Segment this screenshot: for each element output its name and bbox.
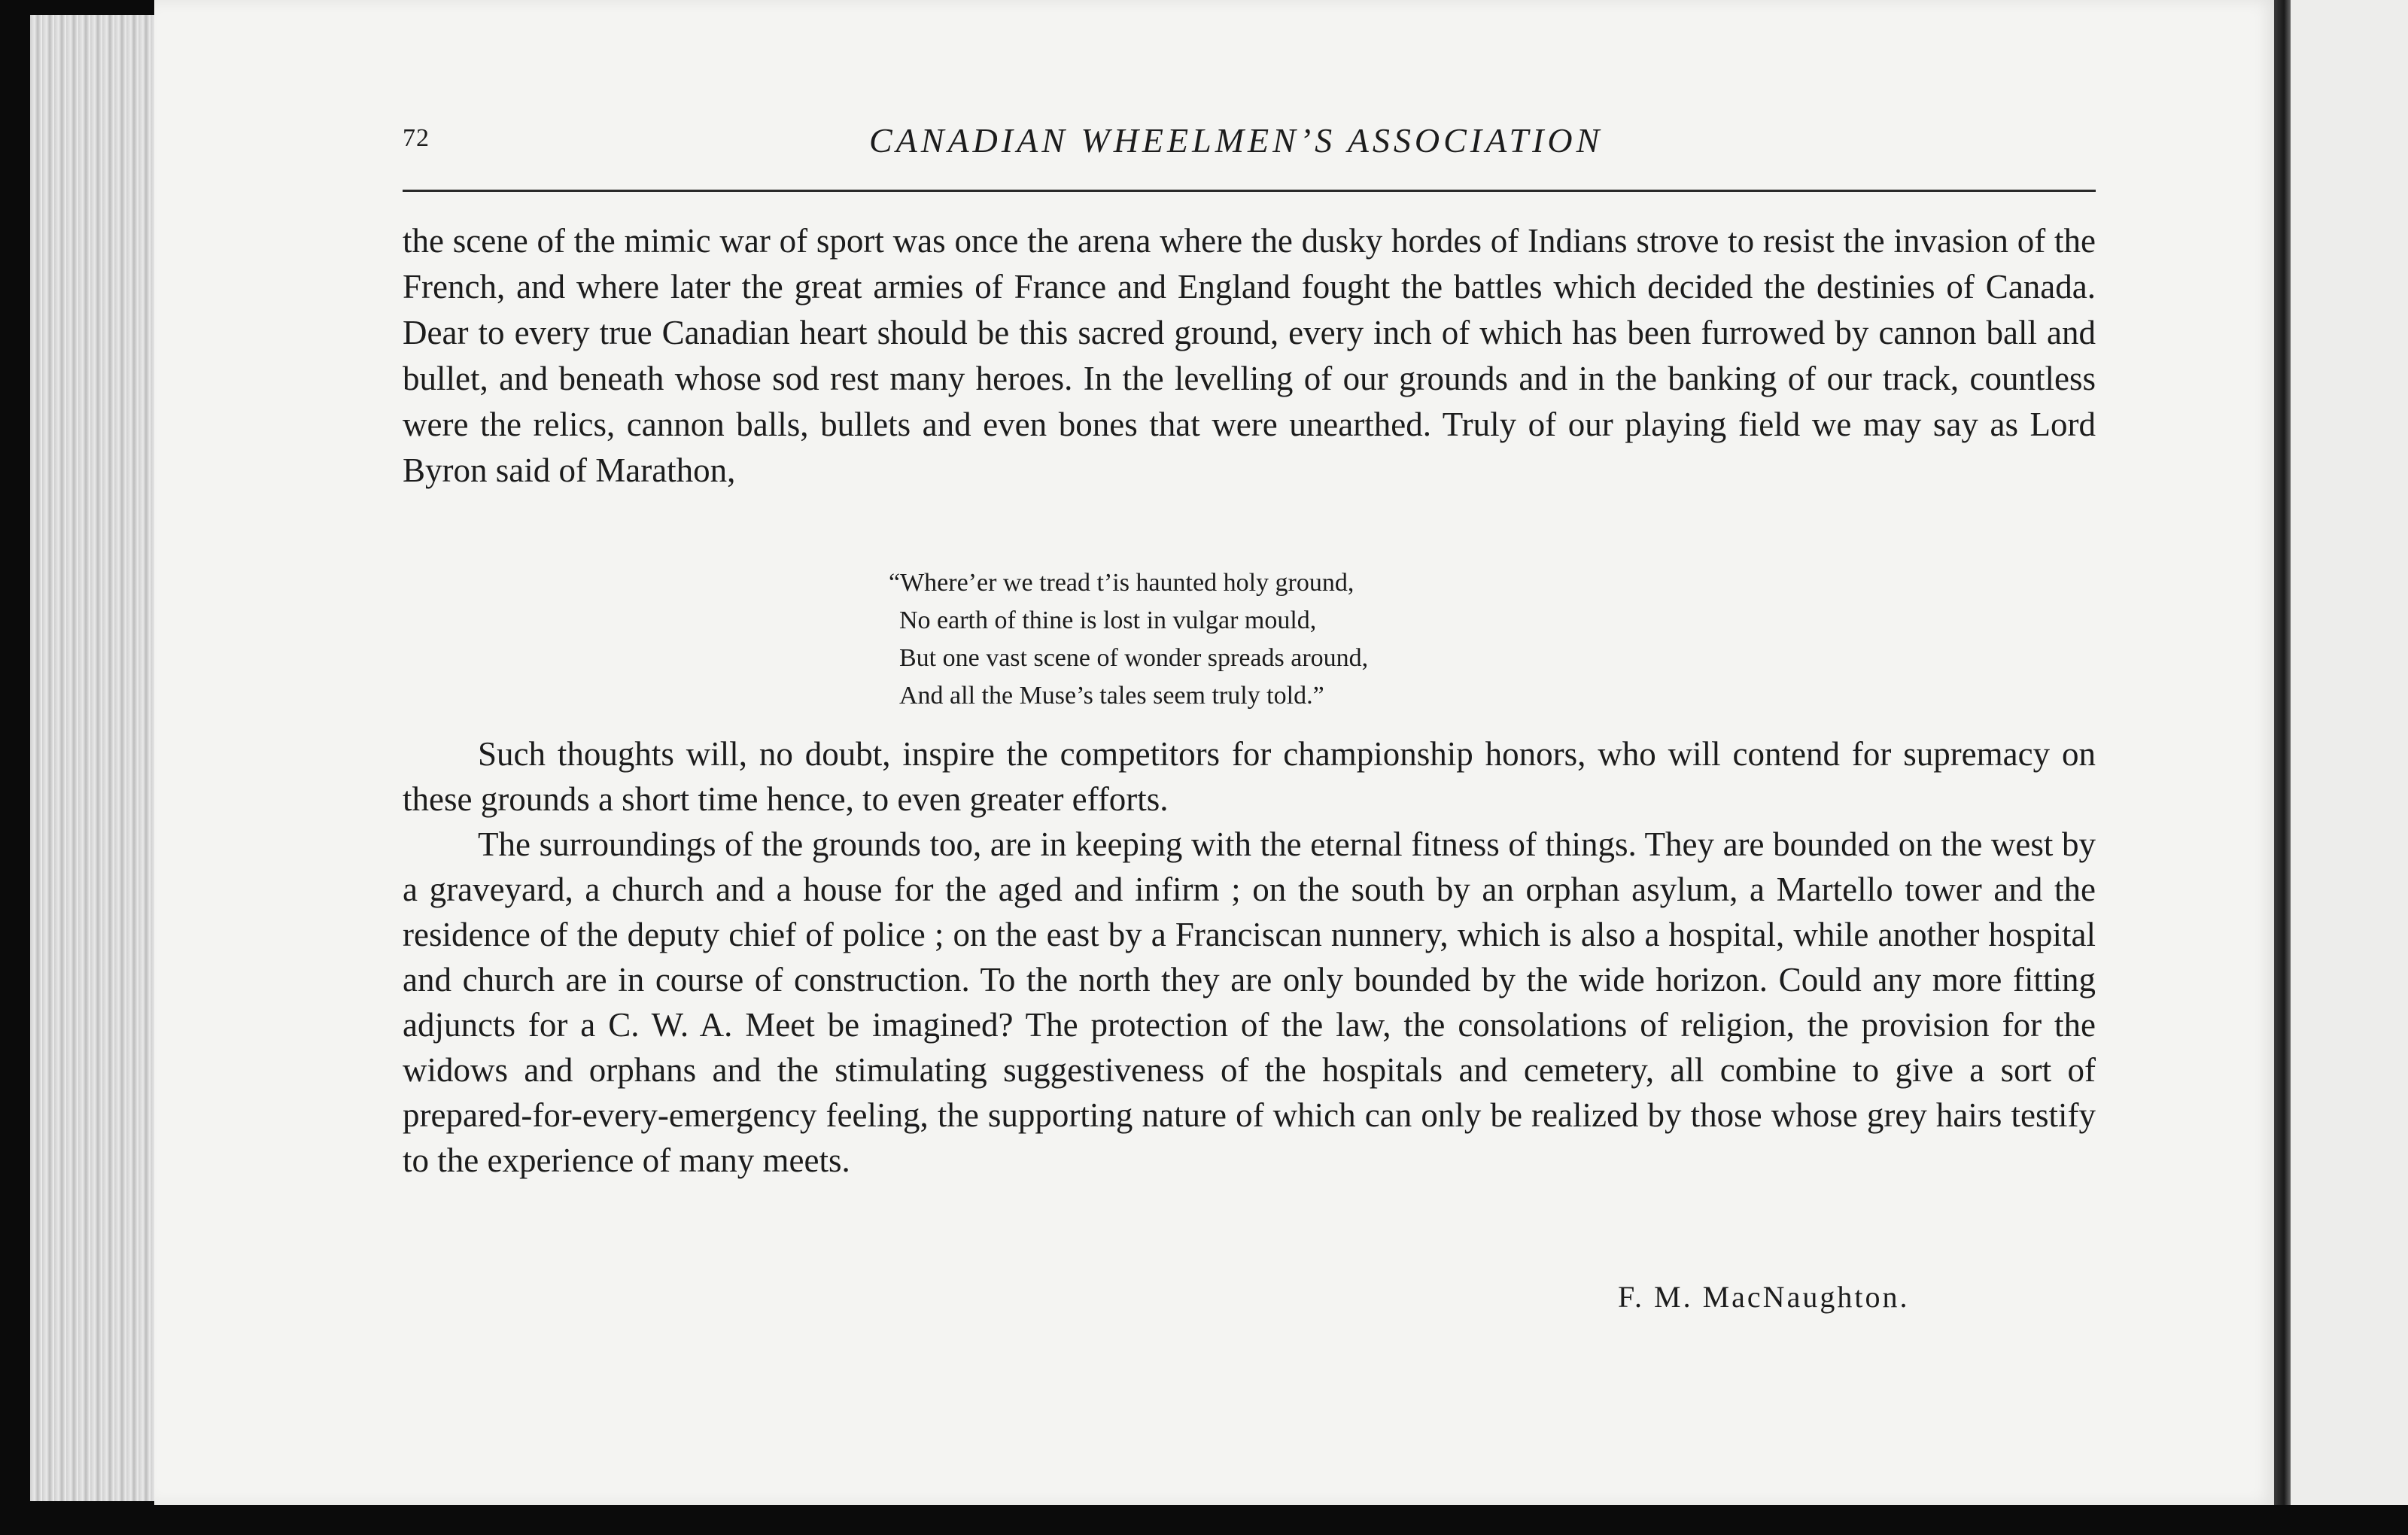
running-title: CANADIAN WHEELMEN’S ASSOCIATION: [869, 121, 1604, 160]
verse-line: And all the Muse’s tales seem truly told.”: [899, 682, 1324, 710]
paragraph-3: The surroundings of the grounds too, are in keeping with the eternal fitness of things. They are bounded on the west by a graveyard, a church and a house for the aged and infirm ; on the south by an orphan asylum, a Martello tower and the residence of the deputy chief of police ; on the east by a Franciscan nunnery, which is also a hospital, while another hospital and church are in course of construction. To the north they are only bounded by the wide horizon. Could any more fitting adjuncts for a C. W. A. Meet be imagined? The protection of the law, the consolations of religion, the provision for the widows and orphans and the stimulating suggestiveness of the hospitals and cemetery, all combine to give a sort of prepared-for-every-emergency feeling, the supporting nature of which can only be realized by those whose grey hairs testify to the experience of many meets.: [403, 825, 2096, 1179]
author-signature: F. M. MacNaughton.: [1618, 1280, 1910, 1314]
page-number: 72: [403, 124, 430, 152]
body-text-upper: [403, 218, 2096, 494]
book-page-edges: [30, 15, 158, 1501]
paragraph-1: the scene of the mimic war of sport was once the arena where the dusky hordes of Indians strove to resist the invasion of the French, and where later the great armies of France and England fought the battles which decided the destinies of Canada. Dear to every true Canadian heart should be this sacred ground, every inch of which has been furrowed by cannon ball and bullet, and beneath whose sod rest many heroes. In the levelling of our grounds and in the banking of our track, countless were the relics, cannon balls, bullets and even bones that were unearthed. Truly of our playing field we may say as Lord Byron said of Marathon,: [403, 222, 2096, 489]
header-rule: [403, 190, 2096, 192]
verse-line: “Where’er we tread t’is haunted holy ground,: [889, 569, 1354, 597]
facing-page-edge: [2291, 0, 2408, 1505]
book-gutter: [2274, 0, 2291, 1505]
page-header: [403, 120, 2096, 173]
verse-quotation: [889, 564, 1652, 715]
verse-line: No earth of thine is lost in vulgar mould,: [899, 606, 1317, 634]
verse-line: But one vast scene of wonder spreads around,: [899, 644, 1369, 672]
paragraph-2: Such thoughts will, no doubt, inspire the competitors for championship honors, who will contend for supremacy on these grounds a short time hence, to even greater efforts.: [403, 735, 2096, 818]
body-text-lower: [403, 731, 2096, 1183]
